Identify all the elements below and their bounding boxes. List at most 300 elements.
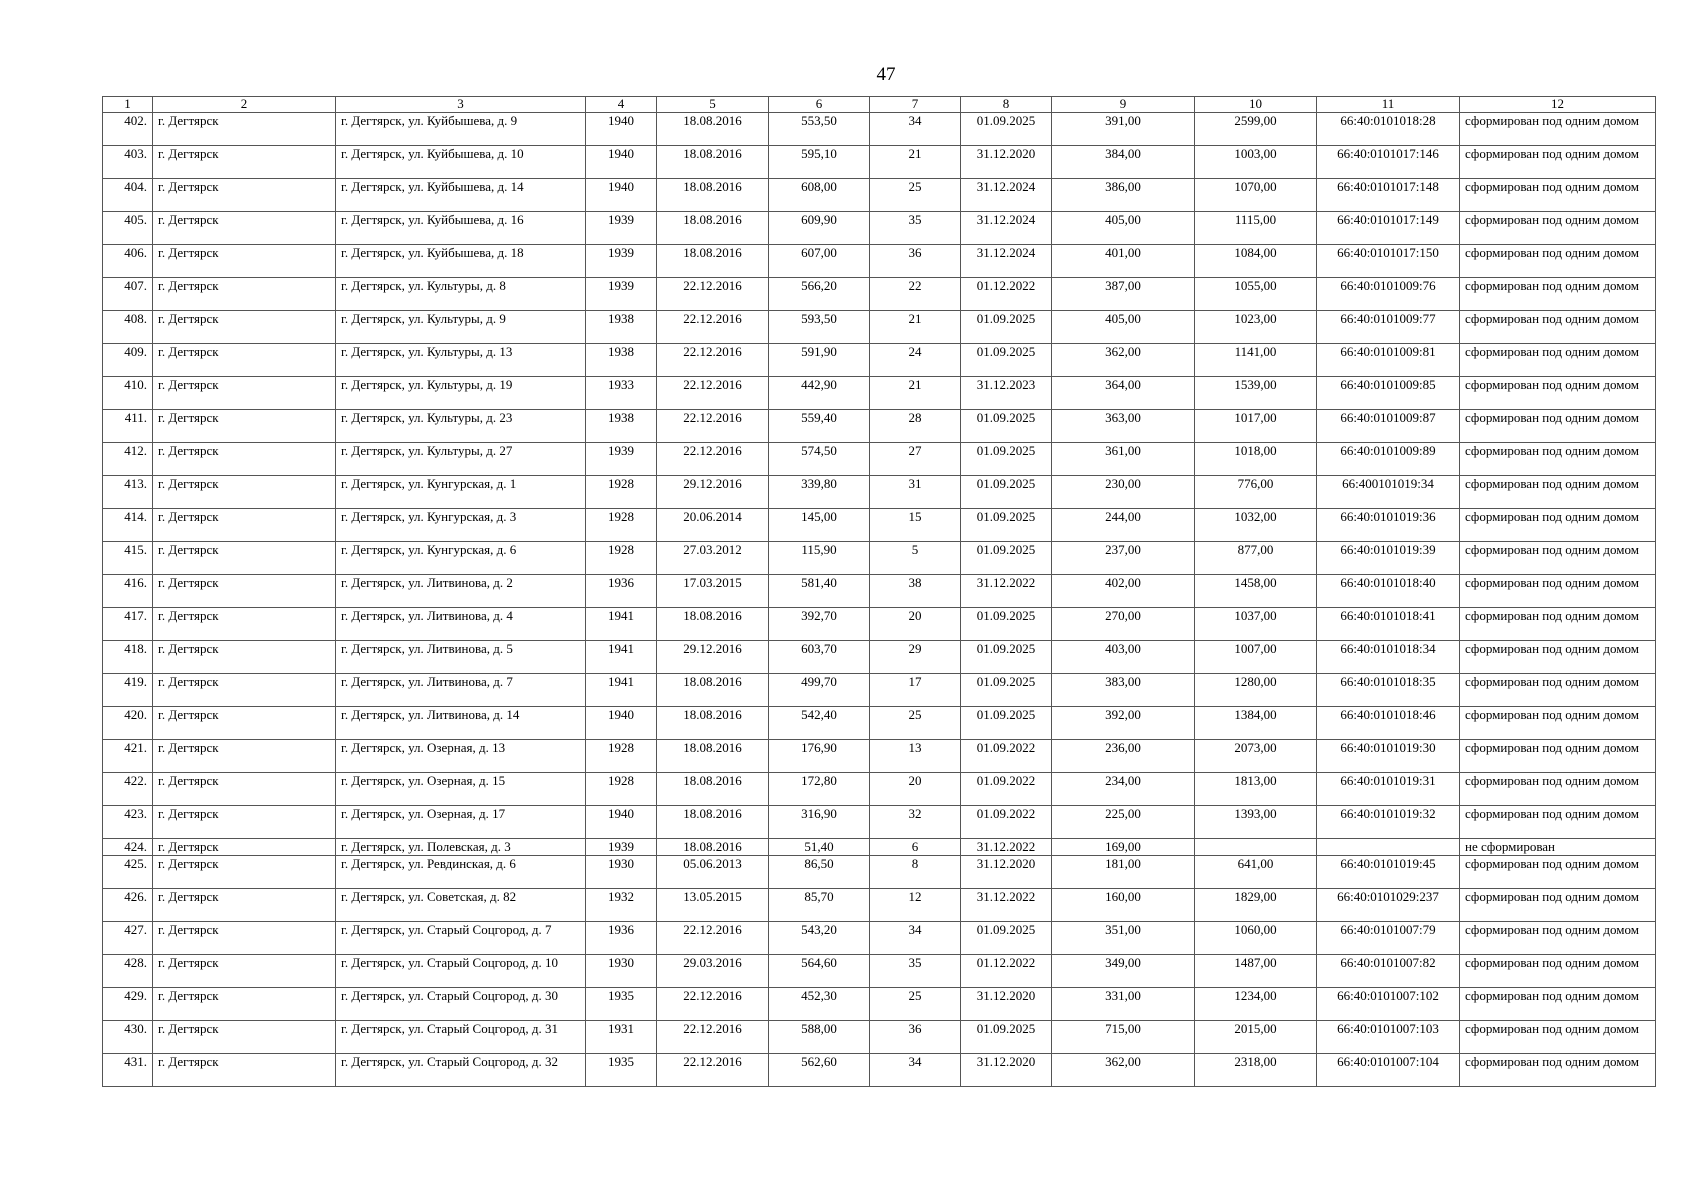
column-header: 5 <box>657 97 769 113</box>
date-cell: 22.12.2016 <box>657 922 769 955</box>
cadastral-number-cell: 66:40:0101017:149 <box>1317 212 1460 245</box>
row-number: 409. <box>103 344 153 377</box>
address-cell: г. Дегтярск, ул. Куйбышева, д. 10 <box>336 146 586 179</box>
table-row <box>103 806 1656 839</box>
area-cell: 562,60 <box>769 1054 870 1087</box>
cadastral-number-cell: 66:40:0101019:36 <box>1317 509 1460 542</box>
area-cell: 339,80 <box>769 476 870 509</box>
deadline-cell: 01.12.2022 <box>961 278 1052 311</box>
row-number: 412. <box>103 443 153 476</box>
cadastral-number-cell: 66:40:0101018:41 <box>1317 608 1460 641</box>
land-area-cell: 1018,00 <box>1195 443 1317 476</box>
land-status-cell: сформирован под одним домом <box>1460 344 1656 377</box>
address-cell: г. Дегтярск, ул. Литвинова, д. 7 <box>336 674 586 707</box>
cost-cell: 236,00 <box>1052 740 1195 773</box>
cost-cell: 160,00 <box>1052 889 1195 922</box>
cadastral-number-cell: 66:40:0101009:81 <box>1317 344 1460 377</box>
column-header: 6 <box>769 97 870 113</box>
date-cell: 18.08.2016 <box>657 806 769 839</box>
date-cell: 18.08.2016 <box>657 608 769 641</box>
date-cell: 22.12.2016 <box>657 377 769 410</box>
address-cell: г. Дегтярск, ул. Полевская, д. 3 <box>336 839 586 856</box>
deadline-cell: 01.12.2022 <box>961 955 1052 988</box>
cost-cell: 362,00 <box>1052 1054 1195 1087</box>
land-status-cell: сформирован под одним домом <box>1460 889 1656 922</box>
row-number: 423. <box>103 806 153 839</box>
residents-cell: 29 <box>870 641 961 674</box>
deadline-cell: 01.09.2025 <box>961 542 1052 575</box>
column-header: 3 <box>336 97 586 113</box>
residents-cell: 34 <box>870 922 961 955</box>
cost-cell: 392,00 <box>1052 707 1195 740</box>
residents-cell: 35 <box>870 212 961 245</box>
row-number: 416. <box>103 575 153 608</box>
cadastral-number-cell: 66:40:0101019:45 <box>1317 856 1460 889</box>
settlement-cell: г. Дегтярск <box>153 856 336 889</box>
land-status-cell: сформирован под одним домом <box>1460 1021 1656 1054</box>
year-built-cell: 1939 <box>586 278 657 311</box>
settlement-cell: г. Дегтярск <box>153 476 336 509</box>
deadline-cell: 31.12.2020 <box>961 988 1052 1021</box>
residents-cell: 24 <box>870 344 961 377</box>
deadline-cell: 01.09.2025 <box>961 674 1052 707</box>
settlement-cell: г. Дегтярск <box>153 410 336 443</box>
row-number: 406. <box>103 245 153 278</box>
date-cell: 13.05.2015 <box>657 889 769 922</box>
table-row <box>103 922 1656 955</box>
column-header: 4 <box>586 97 657 113</box>
year-built-cell: 1928 <box>586 740 657 773</box>
settlement-cell: г. Дегтярск <box>153 889 336 922</box>
year-built-cell: 1932 <box>586 889 657 922</box>
land-status-cell: сформирован под одним домом <box>1460 641 1656 674</box>
area-cell: 559,40 <box>769 410 870 443</box>
cost-cell: 351,00 <box>1052 922 1195 955</box>
land-status-cell: сформирован под одним домом <box>1460 740 1656 773</box>
address-cell: г. Дегтярск, ул. Озерная, д. 17 <box>336 806 586 839</box>
row-number: 421. <box>103 740 153 773</box>
address-cell: г. Дегтярск, ул. Старый Соцгород, д. 31 <box>336 1021 586 1054</box>
cost-cell: 234,00 <box>1052 773 1195 806</box>
year-built-cell: 1935 <box>586 988 657 1021</box>
settlement-cell: г. Дегтярск <box>153 608 336 641</box>
table-row <box>103 955 1656 988</box>
residents-cell: 34 <box>870 113 961 146</box>
area-cell: 176,90 <box>769 740 870 773</box>
deadline-cell: 31.12.2020 <box>961 146 1052 179</box>
cost-cell: 403,00 <box>1052 641 1195 674</box>
land-area-cell: 1032,00 <box>1195 509 1317 542</box>
residents-cell: 31 <box>870 476 961 509</box>
residents-cell: 21 <box>870 311 961 344</box>
deadline-cell: 01.09.2025 <box>961 113 1052 146</box>
area-cell: 553,50 <box>769 113 870 146</box>
residents-cell: 34 <box>870 1054 961 1087</box>
residents-cell: 36 <box>870 245 961 278</box>
deadline-cell: 01.09.2022 <box>961 773 1052 806</box>
date-cell: 18.08.2016 <box>657 674 769 707</box>
year-built-cell: 1940 <box>586 806 657 839</box>
row-number: 417. <box>103 608 153 641</box>
date-cell: 22.12.2016 <box>657 278 769 311</box>
land-area-cell: 1384,00 <box>1195 707 1317 740</box>
residents-cell: 6 <box>870 839 961 856</box>
row-number: 404. <box>103 179 153 212</box>
table-row <box>103 113 1656 146</box>
date-cell: 22.12.2016 <box>657 988 769 1021</box>
address-cell: г. Дегтярск, ул. Культуры, д. 19 <box>336 377 586 410</box>
deadline-cell: 31.12.2022 <box>961 889 1052 922</box>
area-cell: 51,40 <box>769 839 870 856</box>
area-cell: 607,00 <box>769 245 870 278</box>
area-cell: 442,90 <box>769 377 870 410</box>
land-status-cell: сформирован под одним домом <box>1460 707 1656 740</box>
address-cell: г. Дегтярск, ул. Культуры, д. 27 <box>336 443 586 476</box>
cost-cell: 230,00 <box>1052 476 1195 509</box>
table-row <box>103 179 1656 212</box>
settlement-cell: г. Дегтярск <box>153 278 336 311</box>
cost-cell: 364,00 <box>1052 377 1195 410</box>
deadline-cell: 31.12.2022 <box>961 839 1052 856</box>
year-built-cell: 1938 <box>586 344 657 377</box>
year-built-cell: 1940 <box>586 707 657 740</box>
settlement-cell: г. Дегтярск <box>153 212 336 245</box>
year-built-cell: 1930 <box>586 856 657 889</box>
deadline-cell: 01.09.2025 <box>961 509 1052 542</box>
settlement-cell: г. Дегтярск <box>153 344 336 377</box>
date-cell: 22.12.2016 <box>657 344 769 377</box>
row-number: 407. <box>103 278 153 311</box>
page-number: 47 <box>876 64 896 85</box>
land-area-cell: 2073,00 <box>1195 740 1317 773</box>
area-cell: 588,00 <box>769 1021 870 1054</box>
land-area-cell: 1007,00 <box>1195 641 1317 674</box>
land-area-cell: 1070,00 <box>1195 179 1317 212</box>
year-built-cell: 1940 <box>586 146 657 179</box>
table-row <box>103 740 1656 773</box>
area-cell: 499,70 <box>769 674 870 707</box>
year-built-cell: 1940 <box>586 179 657 212</box>
land-status-cell: сформирован под одним домом <box>1460 955 1656 988</box>
land-status-cell: сформирован под одним домом <box>1460 476 1656 509</box>
year-built-cell: 1941 <box>586 641 657 674</box>
date-cell: 17.03.2015 <box>657 575 769 608</box>
deadline-cell: 31.12.2020 <box>961 1054 1052 1087</box>
settlement-cell: г. Дегтярск <box>153 988 336 1021</box>
land-status-cell: сформирован под одним домом <box>1460 773 1656 806</box>
settlement-cell: г. Дегтярск <box>153 245 336 278</box>
address-cell: г. Дегтярск, ул. Куйбышева, д. 16 <box>336 212 586 245</box>
land-status-cell: сформирован под одним домом <box>1460 542 1656 575</box>
row-number: 419. <box>103 674 153 707</box>
settlement-cell: г. Дегтярск <box>153 1054 336 1087</box>
area-cell: 591,90 <box>769 344 870 377</box>
year-built-cell: 1936 <box>586 922 657 955</box>
deadline-cell: 31.12.2023 <box>961 377 1052 410</box>
year-built-cell: 1933 <box>586 377 657 410</box>
deadline-cell: 01.09.2025 <box>961 443 1052 476</box>
area-cell: 392,70 <box>769 608 870 641</box>
cost-cell: 386,00 <box>1052 179 1195 212</box>
land-status-cell: сформирован под одним домом <box>1460 245 1656 278</box>
residents-cell: 25 <box>870 707 961 740</box>
cost-cell: 384,00 <box>1052 146 1195 179</box>
cost-cell: 181,00 <box>1052 856 1195 889</box>
settlement-cell: г. Дегтярск <box>153 179 336 212</box>
deadline-cell: 01.09.2022 <box>961 806 1052 839</box>
area-cell: 86,50 <box>769 856 870 889</box>
cadastral-number-cell: 66:40:0101018:40 <box>1317 575 1460 608</box>
land-area-cell: 1055,00 <box>1195 278 1317 311</box>
cadastral-number-cell: 66:40:0101019:32 <box>1317 806 1460 839</box>
settlement-cell: г. Дегтярск <box>153 311 336 344</box>
settlement-cell: г. Дегтярск <box>153 955 336 988</box>
date-cell: 22.12.2016 <box>657 311 769 344</box>
row-number: 428. <box>103 955 153 988</box>
cadastral-number-cell: 66:40:0101009:76 <box>1317 278 1460 311</box>
row-number: 425. <box>103 856 153 889</box>
cost-cell: 405,00 <box>1052 311 1195 344</box>
residents-cell: 17 <box>870 674 961 707</box>
date-cell: 20.06.2014 <box>657 509 769 542</box>
cadastral-number-cell: 66:40:0101007:102 <box>1317 988 1460 1021</box>
address-cell: г. Дегтярск, ул. Куйбышева, д. 18 <box>336 245 586 278</box>
deadline-cell: 01.09.2025 <box>961 410 1052 443</box>
settlement-cell: г. Дегтярск <box>153 1021 336 1054</box>
settlement-cell: г. Дегтярск <box>153 575 336 608</box>
address-cell: г. Дегтярск, ул. Литвинова, д. 4 <box>336 608 586 641</box>
table-row <box>103 344 1656 377</box>
cadastral-number-cell: 66:40:0101009:87 <box>1317 410 1460 443</box>
address-cell: г. Дегтярск, ул. Литвинова, д. 2 <box>336 575 586 608</box>
deadline-cell: 31.12.2020 <box>961 856 1052 889</box>
table-row <box>103 212 1656 245</box>
settlement-cell: г. Дегтярск <box>153 146 336 179</box>
year-built-cell: 1939 <box>586 443 657 476</box>
area-cell: 609,90 <box>769 212 870 245</box>
table-row <box>103 542 1656 575</box>
table-row <box>103 245 1656 278</box>
land-area-cell: 1539,00 <box>1195 377 1317 410</box>
date-cell: 18.08.2016 <box>657 146 769 179</box>
land-area-cell: 1017,00 <box>1195 410 1317 443</box>
cost-cell: 402,00 <box>1052 575 1195 608</box>
row-number: 424. <box>103 839 153 856</box>
year-built-cell: 1928 <box>586 773 657 806</box>
area-cell: 316,90 <box>769 806 870 839</box>
deadline-cell: 01.09.2025 <box>961 1021 1052 1054</box>
date-cell: 18.08.2016 <box>657 113 769 146</box>
cadastral-number-cell: 66:40:0101017:146 <box>1317 146 1460 179</box>
row-number: 415. <box>103 542 153 575</box>
settlement-cell: г. Дегтярск <box>153 641 336 674</box>
address-cell: г. Дегтярск, ул. Культуры, д. 23 <box>336 410 586 443</box>
area-cell: 172,80 <box>769 773 870 806</box>
registry-table <box>102 96 1656 1087</box>
residents-cell: 20 <box>870 773 961 806</box>
land-status-cell: сформирован под одним домом <box>1460 311 1656 344</box>
address-cell: г. Дегтярск, ул. Ревдинская, д. 6 <box>336 856 586 889</box>
settlement-cell: г. Дегтярск <box>153 674 336 707</box>
row-number: 405. <box>103 212 153 245</box>
year-built-cell: 1939 <box>586 839 657 856</box>
land-area-cell: 1280,00 <box>1195 674 1317 707</box>
deadline-cell: 01.09.2025 <box>961 922 1052 955</box>
settlement-cell: г. Дегтярск <box>153 509 336 542</box>
settlement-cell: г. Дегтярск <box>153 113 336 146</box>
table-row <box>103 443 1656 476</box>
residents-cell: 13 <box>870 740 961 773</box>
address-cell: г. Дегтярск, ул. Старый Соцгород, д. 30 <box>336 988 586 1021</box>
table-row <box>103 707 1656 740</box>
land-status-cell: сформирован под одним домом <box>1460 278 1656 311</box>
land-area-cell: 1037,00 <box>1195 608 1317 641</box>
column-header: 12 <box>1460 97 1656 113</box>
land-status-cell: сформирован под одним домом <box>1460 179 1656 212</box>
settlement-cell: г. Дегтярск <box>153 839 336 856</box>
settlement-cell: г. Дегтярск <box>153 443 336 476</box>
cost-cell: 169,00 <box>1052 839 1195 856</box>
address-cell: г. Дегтярск, ул. Культуры, д. 13 <box>336 344 586 377</box>
area-cell: 593,50 <box>769 311 870 344</box>
residents-cell: 27 <box>870 443 961 476</box>
address-cell: г. Дегтярск, ул. Культуры, д. 9 <box>336 311 586 344</box>
row-number: 418. <box>103 641 153 674</box>
residents-cell: 22 <box>870 278 961 311</box>
table-row <box>103 476 1656 509</box>
table-row <box>103 988 1656 1021</box>
table-row <box>103 278 1656 311</box>
address-cell: г. Дегтярск, ул. Старый Соцгород, д. 7 <box>336 922 586 955</box>
cost-cell: 383,00 <box>1052 674 1195 707</box>
date-cell: 18.08.2016 <box>657 212 769 245</box>
address-cell: г. Дегтярск, ул. Старый Соцгород, д. 32 <box>336 1054 586 1087</box>
deadline-cell: 31.12.2022 <box>961 575 1052 608</box>
date-cell: 29.12.2016 <box>657 476 769 509</box>
year-built-cell: 1938 <box>586 311 657 344</box>
cadastral-number-cell: 66:40:0101017:150 <box>1317 245 1460 278</box>
land-area-cell: 877,00 <box>1195 542 1317 575</box>
settlement-cell: г. Дегтярск <box>153 806 336 839</box>
area-cell: 603,70 <box>769 641 870 674</box>
address-cell: г. Дегтярск, ул. Советская, д. 82 <box>336 889 586 922</box>
column-header: 2 <box>153 97 336 113</box>
row-number: 413. <box>103 476 153 509</box>
land-status-cell: сформирован под одним домом <box>1460 443 1656 476</box>
land-area-cell: 1393,00 <box>1195 806 1317 839</box>
area-cell: 608,00 <box>769 179 870 212</box>
land-status-cell: сформирован под одним домом <box>1460 575 1656 608</box>
cost-cell: 715,00 <box>1052 1021 1195 1054</box>
cost-cell: 244,00 <box>1052 509 1195 542</box>
residents-cell: 36 <box>870 1021 961 1054</box>
cadastral-number-cell <box>1317 839 1460 856</box>
cadastral-number-cell: 66:40:0101017:148 <box>1317 179 1460 212</box>
row-number: 408. <box>103 311 153 344</box>
land-area-cell: 1060,00 <box>1195 922 1317 955</box>
row-number: 402. <box>103 113 153 146</box>
cost-cell: 270,00 <box>1052 608 1195 641</box>
table-row <box>103 377 1656 410</box>
area-cell: 581,40 <box>769 575 870 608</box>
date-cell: 22.12.2016 <box>657 1054 769 1087</box>
cost-cell: 387,00 <box>1052 278 1195 311</box>
cadastral-number-cell: 66:40:0101018:35 <box>1317 674 1460 707</box>
table-row <box>103 889 1656 922</box>
address-cell: г. Дегтярск, ул. Литвинова, д. 14 <box>336 707 586 740</box>
residents-cell: 21 <box>870 146 961 179</box>
cadastral-number-cell: 66:40:0101009:77 <box>1317 311 1460 344</box>
year-built-cell: 1928 <box>586 509 657 542</box>
settlement-cell: г. Дегтярск <box>153 922 336 955</box>
residents-cell: 20 <box>870 608 961 641</box>
cost-cell: 331,00 <box>1052 988 1195 1021</box>
area-cell: 543,20 <box>769 922 870 955</box>
date-cell: 18.08.2016 <box>657 707 769 740</box>
land-status-cell: сформирован под одним домом <box>1460 988 1656 1021</box>
column-header: 7 <box>870 97 961 113</box>
deadline-cell: 31.12.2024 <box>961 245 1052 278</box>
year-built-cell: 1928 <box>586 476 657 509</box>
settlement-cell: г. Дегтярск <box>153 707 336 740</box>
land-status-cell: сформирован под одним домом <box>1460 410 1656 443</box>
deadline-cell: 01.09.2025 <box>961 707 1052 740</box>
deadline-cell: 01.09.2025 <box>961 311 1052 344</box>
address-cell: г. Дегтярск, ул. Культуры, д. 8 <box>336 278 586 311</box>
year-built-cell: 1940 <box>586 113 657 146</box>
column-header: 8 <box>961 97 1052 113</box>
year-built-cell: 1938 <box>586 410 657 443</box>
cadastral-number-cell: 66:400101019:34 <box>1317 476 1460 509</box>
year-built-cell: 1936 <box>586 575 657 608</box>
cost-cell: 361,00 <box>1052 443 1195 476</box>
residents-cell: 38 <box>870 575 961 608</box>
residents-cell: 5 <box>870 542 961 575</box>
cadastral-number-cell: 66:40:0101019:30 <box>1317 740 1460 773</box>
residents-cell: 21 <box>870 377 961 410</box>
land-area-cell: 776,00 <box>1195 476 1317 509</box>
land-status-cell: сформирован под одним домом <box>1460 608 1656 641</box>
address-cell: г. Дегтярск, ул. Кунгурская, д. 3 <box>336 509 586 542</box>
land-area-cell: 2318,00 <box>1195 1054 1317 1087</box>
residents-cell: 8 <box>870 856 961 889</box>
address-cell: г. Дегтярск, ул. Старый Соцгород, д. 10 <box>336 955 586 988</box>
date-cell: 27.03.2012 <box>657 542 769 575</box>
cost-cell: 363,00 <box>1052 410 1195 443</box>
residents-cell: 28 <box>870 410 961 443</box>
column-header: 10 <box>1195 97 1317 113</box>
cost-cell: 401,00 <box>1052 245 1195 278</box>
land-area-cell <box>1195 839 1317 856</box>
row-number: 431. <box>103 1054 153 1087</box>
settlement-cell: г. Дегтярск <box>153 740 336 773</box>
year-built-cell: 1931 <box>586 1021 657 1054</box>
land-status-cell: сформирован под одним домом <box>1460 212 1656 245</box>
date-cell: 18.08.2016 <box>657 179 769 212</box>
land-status-cell: не сформирован <box>1460 839 1656 856</box>
row-number: 414. <box>103 509 153 542</box>
land-status-cell: сформирован под одним домом <box>1460 1054 1656 1087</box>
row-number: 422. <box>103 773 153 806</box>
date-cell: 29.03.2016 <box>657 955 769 988</box>
land-status-cell: сформирован под одним домом <box>1460 509 1656 542</box>
land-status-cell: сформирован под одним домом <box>1460 922 1656 955</box>
table-row <box>103 410 1656 443</box>
table-row <box>103 839 1656 856</box>
year-built-cell: 1939 <box>586 245 657 278</box>
area-cell: 564,60 <box>769 955 870 988</box>
area-cell: 595,10 <box>769 146 870 179</box>
